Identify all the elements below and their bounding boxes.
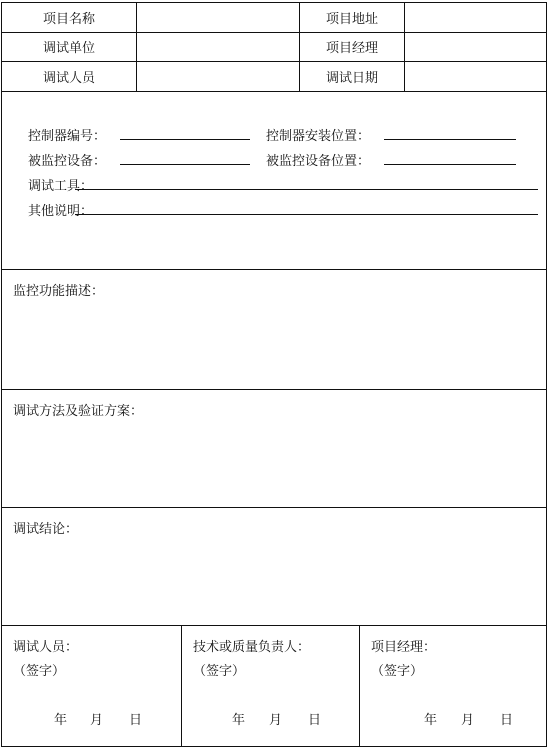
signature-cell-personnel[interactable] <box>2 625 181 746</box>
monitored-location-label: 被监控设备位置： <box>266 154 371 169</box>
project-manager-field[interactable] <box>405 32 546 61</box>
project-address-label: 项目地址 <box>300 3 405 32</box>
debug-record-form <box>1 2 547 747</box>
signature-cell-quality[interactable] <box>181 625 359 746</box>
debug-personnel-field[interactable] <box>137 61 300 91</box>
controller-no-line[interactable] <box>120 139 250 140</box>
project-manager-label: 项目经理 <box>300 32 405 61</box>
month-label: 月 <box>461 713 475 728</box>
conclusion-label: 调试结论： <box>13 522 79 537</box>
header-row-personnel <box>2 61 546 92</box>
other-line[interactable] <box>75 214 538 215</box>
signature-cell-manager[interactable] <box>359 625 546 746</box>
controller-location-line[interactable] <box>384 139 516 140</box>
sign-role-quality: 技术或质量负责人： <box>193 640 311 655</box>
function-desc-label: 监控功能描述： <box>13 284 105 299</box>
method-section[interactable] <box>2 389 546 508</box>
year-label: 年 <box>424 713 438 728</box>
sign-role-personnel: 调试人员： <box>13 640 79 655</box>
tool-line[interactable] <box>75 189 538 190</box>
project-name-label: 项目名称 <box>2 3 137 32</box>
day-label: 日 <box>308 713 322 728</box>
conclusion-section[interactable] <box>2 507 546 626</box>
debug-personnel-label: 调试人员 <box>2 61 137 91</box>
sign-role-manager: 项目经理： <box>371 640 437 655</box>
sign-hint-personnel: （签字） <box>13 664 66 679</box>
tool-label: 调试工具： <box>28 179 94 194</box>
sign-hint-quality: （签字） <box>193 664 246 679</box>
month-label: 月 <box>269 713 283 728</box>
function-desc-section[interactable] <box>2 269 546 390</box>
method-label: 调试方法及验证方案： <box>13 404 144 419</box>
monitored-location-line[interactable] <box>384 164 516 165</box>
header-row-project <box>2 3 546 33</box>
project-name-field[interactable] <box>137 3 300 32</box>
year-label: 年 <box>232 713 246 728</box>
monitored-device-label: 被监控设备： <box>28 154 107 169</box>
device-info-section <box>2 91 546 270</box>
day-label: 日 <box>129 713 143 728</box>
project-address-field[interactable] <box>405 3 546 32</box>
controller-no-label: 控制器编号： <box>28 129 107 144</box>
monitored-device-line[interactable] <box>120 164 250 165</box>
sign-hint-manager: （签字） <box>371 664 424 679</box>
debug-unit-field[interactable] <box>137 32 300 61</box>
day-label: 日 <box>500 713 514 728</box>
other-label: 其他说明： <box>28 204 94 219</box>
year-label: 年 <box>54 713 68 728</box>
debug-date-label: 调试日期 <box>300 61 405 91</box>
header-row-unit <box>2 32 546 62</box>
signature-row <box>2 625 546 746</box>
month-label: 月 <box>90 713 104 728</box>
controller-location-label: 控制器安装位置： <box>266 129 371 144</box>
debug-unit-label: 调试单位 <box>2 32 137 61</box>
debug-date-field[interactable] <box>405 61 546 91</box>
